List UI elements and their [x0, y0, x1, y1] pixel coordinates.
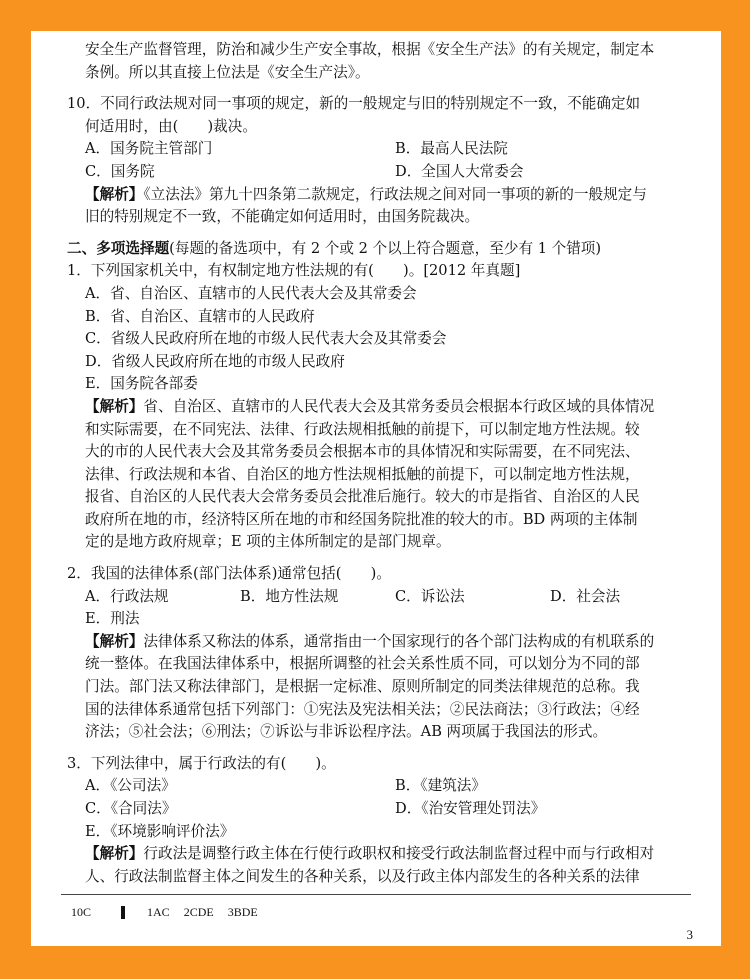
- m3-option-a: A．《公司法》: [85, 777, 176, 795]
- answer-10: 10C: [71, 905, 92, 919]
- m1-analysis-3: 大的市的人民代表大会及其常务委员会根据本市的具体情况和实际需要，在不同宪法、: [85, 443, 640, 461]
- q10-analysis-1: [67, 184, 691, 207]
- q10-stem-2: 何适用时，由( )裁决。: [85, 117, 257, 135]
- analysis-label: 【解析】: [85, 845, 144, 863]
- q10-stem-1: 10．不同行政法规对同一事项的规定，新的一般规定与旧的特别规定不一致，不能确定如: [67, 95, 641, 113]
- m1-analysis-5: 报省、自治区的人民代表大会常务委员会批准后施行。较大的市是指省、自治区的人民: [85, 488, 640, 506]
- m1-analysis-2: 和实际需要，在不同宪法、法律、行政法规相抵触的前提下，可以制定地方性法规。较: [85, 420, 640, 438]
- m2-stem: 2．我国的法律体系(部门法体系)通常包括( )。: [67, 565, 391, 583]
- m3-option-e: E．《环境影响评价法》: [85, 822, 235, 840]
- m2-option-a: A．行政法规: [85, 587, 169, 605]
- m1-option-c: C．省级人民政府所在地的市级人民代表大会及其常委会: [85, 330, 447, 348]
- q10-option-a: A．国务院主管部门: [85, 140, 213, 158]
- document-page: [31, 31, 721, 946]
- m1-stem: 1．下列国家机关中，有权制定地方性法规的有( )。[2012 年真题]: [67, 262, 521, 280]
- m2-analysis-5: 济法；⑤社会法；⑥刑法；⑦诉讼与非诉讼程序法。AB 两项属于我国法的形式。: [85, 723, 608, 741]
- top-line-1: 安全生产监督管理，防治和减少生产安全事故，根据《安全生产法》的有关规定，制定本: [85, 41, 655, 58]
- answer-key: [71, 901, 258, 924]
- m2-option-c: C．诉讼法: [395, 587, 465, 605]
- m2-options-row: [67, 586, 691, 609]
- m1-analysis-4: 法律、行政法规和本省、自治区的地方性法规相抵触的前提下，可以制定地方性法规，: [85, 465, 640, 483]
- m1-option-d: D．省级人民政府所在地的市级人民政府: [85, 352, 345, 370]
- m2-option-e: E．刑法: [85, 610, 140, 628]
- q10-options-row-2: [67, 161, 691, 184]
- analysis-label: 【解析】: [85, 632, 144, 650]
- m3-analysis-text-1: 行政法是调整行政主体在行使行政职权和接受行政法制监督过程中而与行政相对: [143, 845, 655, 863]
- q10-analysis-text-1: 《立法法》第九十四条第二款规定，行政法规之间对同一事项的新的一般规定与: [143, 185, 647, 203]
- m2-analysis-4: 国的法律体系通常包括下列部门：①宪法及宪法相关法；②民法商法；③行政法；④经: [85, 700, 640, 718]
- section-title: 二、多项选择题: [67, 239, 170, 257]
- analysis-label: 【解析】: [85, 185, 144, 203]
- m1-option-b: B．省、自治区、直辖市的人民政府: [85, 307, 315, 325]
- m3-stem: 3．下列法律中，属于行政法的有( )。: [67, 754, 336, 772]
- answer-3: 3BDE: [227, 905, 258, 919]
- footer-divider: [61, 894, 691, 895]
- m3-option-b: B．《建筑法》: [395, 777, 486, 795]
- q10-option-c: C．国务院: [85, 162, 155, 180]
- m1-analysis-6: 政府所在地的市，经济特区所在地的市和经国务院批准的较大的市。BD 两项的主体制: [85, 510, 638, 528]
- m1-option-a: A．省、自治区、直辖市的人民代表大会及其常委会: [85, 284, 417, 302]
- section-note: (每题的备选项中，有 2 个或 2 个以上符合题意，至少有 1 个错项): [169, 239, 602, 257]
- m2-analysis-2: 统一整体。在我国法律体系中，根据所调整的社会关系性质不同，可以划分为不同的部: [85, 655, 640, 673]
- m2-analysis-3: 门法。部门法又称法律部门，是根据一定标准、原则所制定的同类法律规范的总称。我: [85, 678, 640, 696]
- m3-analysis-1: [67, 843, 691, 866]
- m3-option-d: D．《治安管理处罚法》: [395, 800, 546, 817]
- m3-option-c: C．《合同法》: [85, 800, 177, 817]
- m1-analysis-1: [67, 396, 691, 419]
- answer-1: 1AC: [147, 905, 170, 919]
- q10-option-b: B．最高人民法院: [395, 140, 508, 158]
- m2-analysis-text-1: 法律体系又称法的体系，通常指由一个国家现行的各个部门法构成的有机联系的: [143, 632, 655, 650]
- answer-separator: [121, 906, 125, 919]
- m2-option-b: B．地方性法规: [240, 587, 339, 605]
- q10-analysis-2: 旧的特别规定不一致，不能确定如何适用时，由国务院裁决。: [85, 208, 480, 226]
- answer-2: 2CDE: [183, 905, 214, 919]
- q10-option-d: D．全国人大常委会: [395, 162, 524, 180]
- section-heading: [67, 238, 691, 261]
- m1-analysis-text-1: 省、自治区、直辖市的人民代表大会及其常务委员会根据本行政区域的具体情况: [143, 397, 655, 415]
- m3-options-row-2: [67, 798, 691, 821]
- m3-options-row-1: [67, 775, 691, 798]
- top-line-2: 条例。所以其直接上位法是《安全生产法》。: [85, 63, 370, 81]
- m1-analysis-7: 定的是地方政府规章；E 项的主体所制定的是部门规章。: [85, 533, 451, 551]
- m1-option-e: E．国务院各部委: [85, 375, 198, 393]
- analysis-label: 【解析】: [85, 397, 144, 415]
- q10-options-row-1: [67, 138, 691, 161]
- m2-analysis-1: [67, 631, 691, 654]
- page-number: 3: [686, 927, 693, 942]
- m2-option-d: D．社会法: [550, 587, 621, 605]
- m3-analysis-2: 人、行政法制监督主体之间发生的各种关系，以及行政主体内部发生的各种关系的法律: [85, 867, 640, 885]
